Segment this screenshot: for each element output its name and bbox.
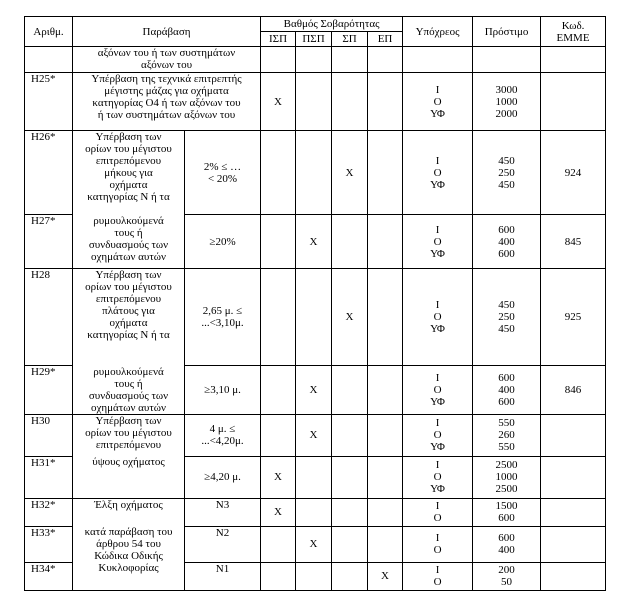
table-row <box>25 562 606 590</box>
row-number: Η25* <box>25 73 73 131</box>
obligated-cell: Ι Ο ΥΦ <box>403 215 473 269</box>
condition-cell: N1 <box>185 562 261 590</box>
header-code <box>541 17 606 47</box>
violation-text: Έλξη οχήματος <box>73 498 185 526</box>
condition-cell: 2% ≤ … < 20% <box>185 131 261 215</box>
row-number: Η26* <box>25 131 73 215</box>
header-code-line1: Κωδ. <box>561 19 585 32</box>
code-cell: 925 <box>541 269 606 366</box>
severity-mark: X <box>296 366 332 415</box>
row-number: Η28 <box>25 269 73 366</box>
violation-text: κατά παράβαση του άρθρου 54 του Κώδικα Οδικής <box>73 526 185 562</box>
row-number: Η33* <box>25 526 73 562</box>
obligated-cell: Ι Ο ΥΦ <box>403 73 473 131</box>
obligated-cell: Ι Ο ΥΦ <box>403 456 473 498</box>
fine-cell: 550 260 550 <box>473 414 541 456</box>
fine-cell: 200 50 <box>473 562 541 590</box>
condition-cell: ≥20% <box>185 215 261 269</box>
obligated-cell: Ι Ο ΥΦ <box>403 414 473 456</box>
fine-cell: 600 400 600 <box>473 215 541 269</box>
fine-cell: 600 400 <box>473 526 541 562</box>
severity-mark: X <box>261 456 296 498</box>
condition-cell: N3 <box>185 498 261 526</box>
condition-cell: N2 <box>185 526 261 562</box>
table-row <box>25 215 606 269</box>
fine-cell: 450 250 450 <box>473 269 541 366</box>
header-obligated: Υπόχρεος <box>403 17 473 47</box>
severity-mark: X <box>261 73 296 131</box>
severity-mark: X <box>296 414 332 456</box>
violation-text: Υπέρβαση των ορίων του μέγιστου επιτρεπόμενου μήκους για οχήματα κατηγορίας Ν ή τα <box>73 131 185 215</box>
obligated-cell: Ι Ο ΥΦ <box>403 131 473 215</box>
header-violation: Παράβαση <box>73 17 261 47</box>
violation-text: αξόνων του ή των συστημάτων αξόνων του <box>73 47 261 73</box>
obligated-cell: Ι Ο ΥΦ <box>403 366 473 415</box>
violation-text: Υπέρβαση της τεχνικά επιτρεπτής μέγιστης μάζας για οχήματα κατηγορίας Ο4 ή των αξόνων του ή των συστημάτων αξόνων του <box>73 73 261 131</box>
violation-text: ρυμουλκούμενά τους ή συνδυασμούς των οχημάτων αυτών <box>73 215 185 269</box>
severity-mark: X <box>332 131 368 215</box>
header-sp: ΣΠ <box>332 32 368 47</box>
code-cell: 845 <box>541 215 606 269</box>
severity-mark: X <box>368 562 403 590</box>
violation-text: Υπέρβαση των ορίων του μέγιστου επιτρεπόμενου <box>73 414 185 456</box>
header-ep: ΕΠ <box>368 32 403 47</box>
fine-cell: 2500 1000 2500 <box>473 456 541 498</box>
violations-table <box>24 16 606 591</box>
severity-mark: X <box>296 526 332 562</box>
table-row <box>25 498 606 526</box>
header-psp: ΠΣΠ <box>296 32 332 47</box>
fine-cell: 1500 600 <box>473 498 541 526</box>
violation-text: ύψους οχήματος <box>73 456 185 498</box>
violation-text: Υπέρβαση των ορίων του μέγιστου επιτρεπόμενου πλάτους για οχήματα κατηγορίας Ν ή τα <box>73 269 185 366</box>
condition-cell: ≥4,20 μ. <box>185 456 261 498</box>
code-cell: 924 <box>541 131 606 215</box>
violation-text: Κυκλοφορίας <box>73 562 185 590</box>
code-cell: 846 <box>541 366 606 415</box>
header-code-line2: ΕΜΜΕ <box>556 31 590 44</box>
violation-text: ρυμουλκούμενά τους ή συνδυασμούς των οχημάτων αυτών <box>73 366 185 415</box>
fine-cell: 3000 1000 2000 <box>473 73 541 131</box>
obligated-cell: Ι Ο <box>403 498 473 526</box>
obligated-cell: Ι Ο <box>403 526 473 562</box>
table-row <box>25 366 606 415</box>
severity-mark: X <box>261 498 296 526</box>
obligated-cell: Ι Ο <box>403 562 473 590</box>
row-number: Η34* <box>25 562 73 590</box>
table-row <box>25 131 606 215</box>
condition-cell: 2,65 μ. ≤ ...<3,10μ. <box>185 269 261 366</box>
table-row <box>25 414 606 456</box>
fine-cell: 600 400 600 <box>473 366 541 415</box>
row-number: Η30 <box>25 414 73 456</box>
row-number: Η27* <box>25 215 73 269</box>
header-number: Αριθμ. <box>25 17 73 47</box>
table-row <box>25 73 606 131</box>
table-row <box>25 47 606 73</box>
table-row <box>25 269 606 366</box>
header-severity: Βαθμός Σοβαρότητας <box>261 17 403 32</box>
table-row <box>25 526 606 562</box>
row-number: Η29* <box>25 366 73 415</box>
header-fine: Πρόστιμο <box>473 17 541 47</box>
row-number: Η32* <box>25 498 73 526</box>
condition-cell: ≥3,10 μ. <box>185 366 261 415</box>
table-row <box>25 456 606 498</box>
header-isp: ΙΣΠ <box>261 32 296 47</box>
obligated-cell: Ι Ο ΥΦ <box>403 269 473 366</box>
condition-cell: 4 μ. ≤ ...<4,20μ. <box>185 414 261 456</box>
row-number: Η31* <box>25 456 73 498</box>
header-row <box>25 17 606 32</box>
severity-mark: X <box>332 269 368 366</box>
fine-cell: 450 250 450 <box>473 131 541 215</box>
severity-mark: X <box>296 215 332 269</box>
